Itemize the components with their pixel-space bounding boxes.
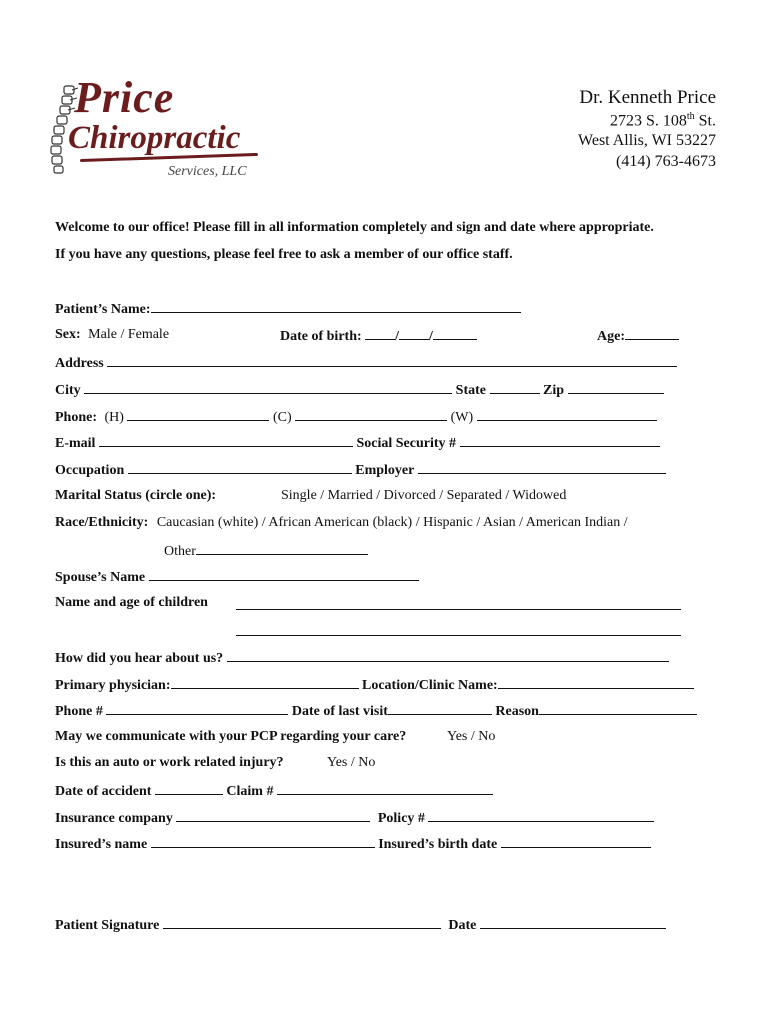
- state-label: State: [455, 383, 486, 398]
- physician-phone-label: Phone #: [55, 704, 103, 719]
- age-label: Age:: [597, 329, 625, 344]
- email-label: E-mail: [55, 436, 96, 451]
- dob-month-field[interactable]: [365, 327, 395, 340]
- marital-options[interactable]: Single / Married / Divorced / Separated / Widowed: [281, 488, 567, 503]
- location-field[interactable]: [498, 676, 694, 689]
- row-phone: [55, 408, 657, 426]
- row-sex: [55, 327, 169, 343]
- row-phone-visit: [55, 702, 697, 720]
- sex-label: Sex:: [55, 327, 81, 342]
- phone-cell-label: (C): [272, 410, 292, 425]
- injury-options[interactable]: Yes / No: [327, 755, 376, 770]
- logo-subtitle: Chiropractic: [68, 120, 241, 156]
- hear-field[interactable]: [227, 649, 669, 662]
- insured-birth-date-field[interactable]: [501, 835, 651, 848]
- age-field[interactable]: [625, 327, 679, 340]
- patient-name-label: Patient’s Name:: [55, 302, 151, 317]
- primary-physician-field[interactable]: [171, 676, 359, 689]
- row-primary: [55, 676, 694, 694]
- reason-label: Reason: [495, 704, 539, 719]
- logo-title: Price: [74, 73, 175, 122]
- row-spouse: [55, 568, 419, 586]
- phone-cell-field[interactable]: [295, 408, 447, 421]
- logo-tagline: Services, LLC: [168, 164, 247, 179]
- claim-field[interactable]: [277, 782, 493, 795]
- last-visit-field[interactable]: [388, 702, 492, 715]
- row-age: [597, 327, 679, 345]
- phone-home-label: (H): [104, 410, 124, 425]
- employer-field[interactable]: [418, 461, 666, 474]
- employer-label: Employer: [355, 463, 415, 478]
- address-field[interactable]: [107, 354, 677, 367]
- patient-name-field[interactable]: [151, 300, 521, 313]
- signature-label: Patient Signature: [55, 918, 160, 933]
- ssn-field[interactable]: [460, 434, 660, 447]
- row-dob: Date of birth: / /: [280, 327, 477, 345]
- policy-label: Policy #: [377, 811, 425, 826]
- pcp-options[interactable]: Yes / No: [447, 729, 496, 744]
- children-field-2[interactable]: [236, 623, 681, 636]
- zip-label: Zip: [543, 383, 565, 398]
- row-hear: [55, 649, 669, 667]
- row-patient-name: [55, 300, 521, 318]
- row-insured: [55, 835, 651, 853]
- dob-day-field[interactable]: [399, 327, 429, 340]
- phone-home-field[interactable]: [127, 408, 269, 421]
- dob-year-field[interactable]: [433, 327, 477, 340]
- phone-work-label: (W): [450, 410, 474, 425]
- dob-label: Date of birth:: [280, 329, 362, 344]
- city-label: City: [55, 383, 81, 398]
- state-field[interactable]: [490, 381, 540, 394]
- phone-work-field[interactable]: [477, 408, 657, 421]
- phone-label: Phone:: [55, 410, 97, 425]
- race-options[interactable]: Caucasian (white) / African American (black) / Hispanic / Asian / American Indian /: [156, 515, 628, 530]
- reason-field[interactable]: [539, 702, 697, 715]
- policy-field[interactable]: [428, 809, 654, 822]
- spouse-field[interactable]: [149, 568, 419, 581]
- city-field[interactable]: [84, 381, 452, 394]
- accident-date-field[interactable]: [155, 782, 223, 795]
- row-race-other: [164, 542, 368, 560]
- pcp-question: May we communicate with your PCP regarding your care?: [55, 729, 407, 744]
- ssn-label: Social Security #: [356, 436, 456, 451]
- row-address: [55, 354, 677, 372]
- primary-physician-label: Primary physician:: [55, 678, 171, 693]
- signature-date-label: Date: [448, 918, 477, 933]
- address-city: West Allis, WI 53227: [578, 132, 716, 149]
- location-label: Location/Clinic Name:: [362, 678, 498, 693]
- race-label: Race/Ethnicity:: [55, 515, 149, 530]
- hear-label: How did you hear about us?: [55, 651, 224, 666]
- children-field-1[interactable]: [236, 597, 681, 610]
- insured-name-field[interactable]: [151, 835, 375, 848]
- zip-field[interactable]: [568, 381, 664, 394]
- row-accident: [55, 782, 493, 800]
- occupation-label: Occupation: [55, 463, 125, 478]
- last-visit-label: Date of last visit: [291, 704, 388, 719]
- office-phone: (414) 763-4673: [616, 153, 716, 170]
- insurance-company-field[interactable]: [176, 809, 370, 822]
- intro-line-1: Welcome to our office! Please fill in all information completely and sign and date where appropriate.: [55, 220, 654, 235]
- injury-question: Is this an auto or work related injury?: [55, 755, 284, 770]
- email-field[interactable]: [99, 434, 353, 447]
- signature-field[interactable]: [163, 916, 441, 929]
- logo: [40, 73, 270, 186]
- claim-label: Claim #: [226, 784, 274, 799]
- signature-date-field[interactable]: [480, 916, 666, 929]
- insurance-company-label: Insurance company: [55, 811, 173, 826]
- race-other-field[interactable]: [196, 542, 368, 555]
- row-email: [55, 434, 660, 452]
- row-insurance: [55, 809, 654, 827]
- row-race: [55, 515, 628, 531]
- intro-line-2: If you have any questions, please feel free to ask a member of our office staff.: [55, 247, 513, 262]
- children-label: Name and age of children: [55, 595, 208, 610]
- insured-birth-date-label: Insured’s birth date: [378, 837, 498, 852]
- spouse-label: Spouse’s Name: [55, 570, 146, 585]
- physician-phone-field[interactable]: [106, 702, 288, 715]
- sex-options[interactable]: Male / Female: [88, 327, 170, 342]
- occupation-field[interactable]: [128, 461, 352, 474]
- race-other-label: Other: [164, 544, 196, 559]
- doctor-name: Dr. Kenneth Price: [579, 87, 716, 108]
- address-label: Address: [55, 356, 104, 371]
- row-city: [55, 381, 664, 399]
- marital-label: Marital Status (circle one):: [55, 488, 217, 503]
- insured-name-label: Insured’s name: [55, 837, 148, 852]
- accident-date-label: Date of accident: [55, 784, 152, 799]
- address-street: 2723 S. 108th St.: [609, 111, 716, 130]
- row-signature: [55, 916, 666, 934]
- row-occupation: [55, 461, 666, 479]
